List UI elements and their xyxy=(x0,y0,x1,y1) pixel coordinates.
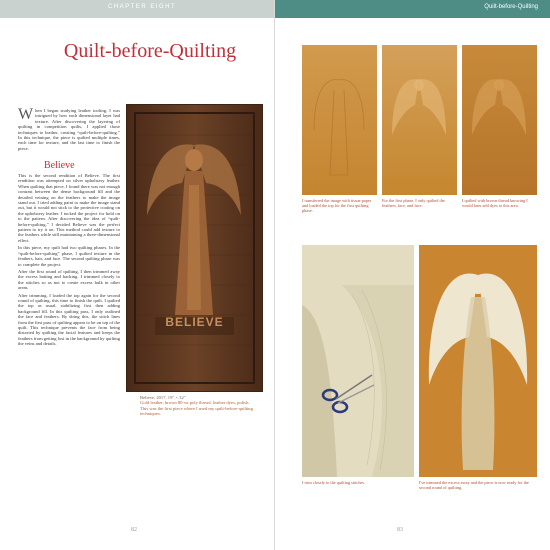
right-page xyxy=(275,0,550,550)
section-heading: Believe xyxy=(44,160,75,171)
drop-cap: W xyxy=(18,106,34,123)
body-paragraph: After trimming, I loaded the top again for the second round of quilting, this time to finish the quilt. I quilted the top as usual, stabilizing first then adding background fill. In this quilting pass, I only outlined the face and feathers. By doing this, the stitch lines from the first pass of quilting appear to be on top of the quilt. This technique prevents the face from being distorted by quilting the facial features and keeps the feathers from getting lost in the background by quilting the veins and details. xyxy=(18,292,120,347)
step-photo-trimming xyxy=(302,245,414,477)
believe-lettering: BELIEVE xyxy=(165,315,224,329)
running-header-title: Quilt-before-Quilting xyxy=(484,4,538,10)
caption-step-5: I've trimmed the excess away and the piece is now ready for the second round of quilting. xyxy=(419,480,529,490)
trimmed-angel-illustration xyxy=(419,245,537,477)
angel-outline-illustration xyxy=(302,45,377,195)
photo-caption xyxy=(140,395,260,417)
step-photo-trimmed xyxy=(419,245,537,477)
caption-step-2: For the first phase, I only quilted the feathers, face, and face. xyxy=(382,198,445,208)
page-number-right: 83 xyxy=(397,527,403,533)
caption-title: Believe, 2017, 19" × 32" xyxy=(140,395,186,400)
believe-quilt-illustration xyxy=(127,105,262,391)
caption-note: This was the first piece where I used my quilt-before-quilting techniques. xyxy=(140,405,253,417)
running-header xyxy=(275,0,550,18)
body-paragraph: After the first round of quilting, I then trimmed away the excess batting and backing. I trimmed closely to the stitches so as not to create excess bulk in other areas. xyxy=(18,268,120,291)
intro-text: hen I began studying leather tooling, I was intrigued by how each dimensional layer had texture. After discovering the layering of quilting in competition quilts, I applied those techniques to leather, creating “quilt-before-quilting.” In this technique, the piece is quilted multiple times, each time for texture, and the last time to finish the piece. xyxy=(18,108,120,151)
caption-step-3: I quilted with brown thread knowing I would later add dyes to this area. xyxy=(462,198,528,208)
step-photo-brown-thread xyxy=(462,45,537,195)
angel-quilted-illustration xyxy=(382,45,457,195)
intro-paragraph xyxy=(18,108,120,151)
caption-materials: Gold leather, brown 80-wt poly thread, leather dyes, polish. xyxy=(140,400,250,406)
chapter-label: CHAPTER EIGHT xyxy=(108,4,177,10)
page-title: Quilt-before-Quilting xyxy=(63,40,237,62)
chapter-band xyxy=(0,0,275,18)
caption-step-4: I trim closely to the quilting stitches. xyxy=(302,480,366,485)
caption-step-1: I transferred the image with tissue paper and loaded the top for the first quilting phase. xyxy=(302,198,372,213)
step-photo-first-phase xyxy=(382,45,457,195)
step-photo-transfer xyxy=(302,45,377,195)
angel-brown-illustration xyxy=(462,45,537,195)
trimming-scissors-illustration xyxy=(302,245,414,477)
believe-quilt-photo xyxy=(126,104,263,392)
body-paragraph: This is the second rendition of Believe. The first rendition was attempted on silver upholstery leather. When quilting that piece, I found there was not enough contrast between the dense background fill and the detailed veining on the feathers to make the image stand out. I tried adding paint to make the image stand out, but it would not stick to the protective coating on the upholstery leather. I tucked the project for hold on to the pattern. After discovering the idea of “quilt-before-quilting,” I decided Believe was the perfect pattern to try it on. This method could add texture to the feathers while still maintaining a three-dimensional effect. xyxy=(18,173,120,243)
body-column xyxy=(18,173,120,349)
body-paragraph: In this piece, my quilt had two quilting phases. In the “quilt-before-quilting” phase, I quilted texture in the feathers, hair, and face. The second quilting phase was to complete the project. xyxy=(18,245,120,267)
page-number-left: 82 xyxy=(131,527,137,533)
